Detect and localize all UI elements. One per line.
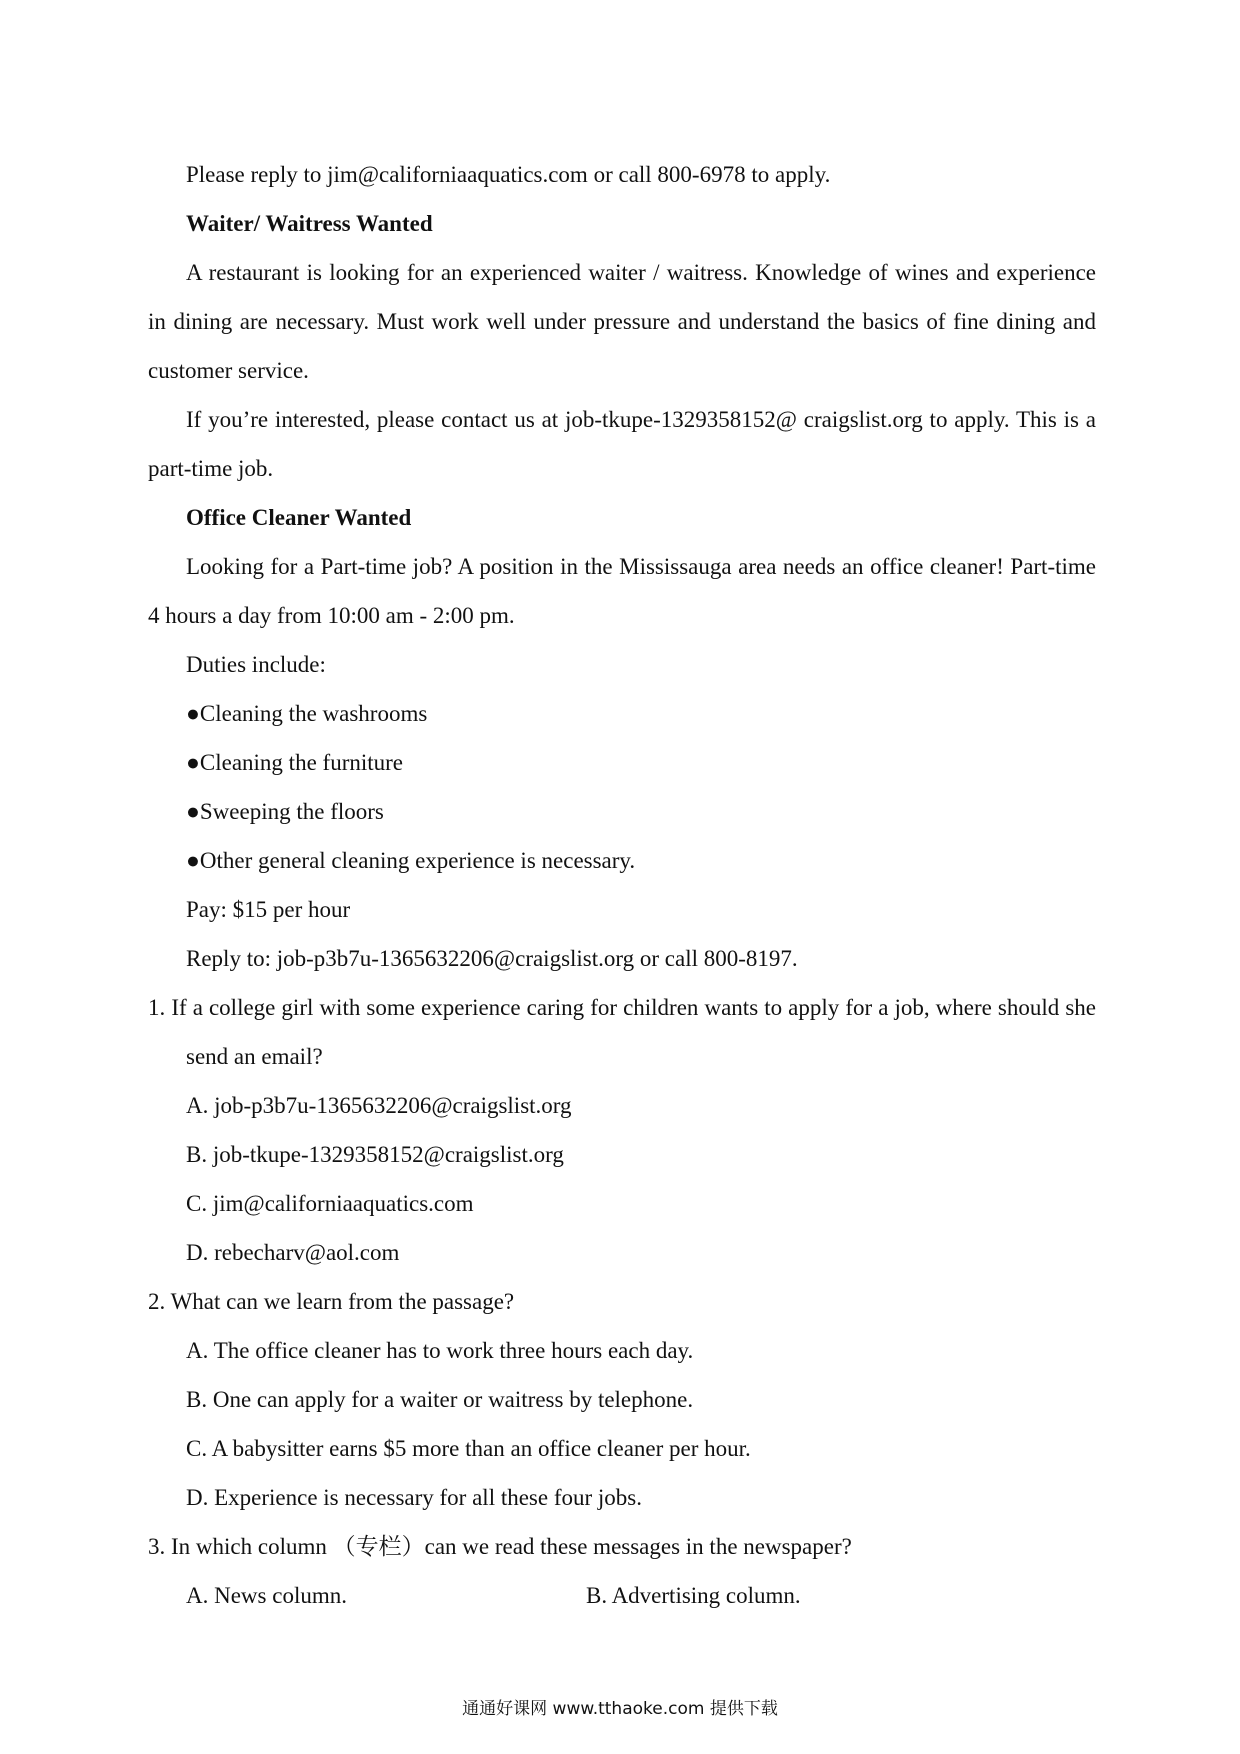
reply-info-cleaner: Reply to: job-p3b7u-1365632206@craigslist.org or call 800-8197. xyxy=(186,946,798,971)
duty-item: ●Sweeping the floors xyxy=(186,799,384,824)
question-1-option-d: D. rebecharv@aol.com xyxy=(186,1240,400,1265)
pay-info: Pay: $15 per hour xyxy=(186,897,351,922)
section-heading-waiter: Waiter/ Waitress Wanted xyxy=(186,211,433,236)
question-3-option-a: A. News column. xyxy=(186,1583,347,1608)
question-3-stem: 3. In which column （专栏）can we read these messages in the newspaper? xyxy=(148,1534,852,1559)
duty-item: ●Other general cleaning experience is necessary. xyxy=(186,848,636,873)
question-2-option-a: A. The office cleaner has to work three hours each day. xyxy=(186,1338,694,1363)
waiter-paragraph-1: A restaurant is looking for an experienced waiter / waitress. Knowledge of wines and experience in dining are necessary. Must work well under pressure and understand the basics of fine dining and customer service. xyxy=(148,260,1096,383)
cleaner-paragraph-1: Looking for a Part-time job? A position in the Mississauga area needs an office cleaner! Part-time 4 hours a day from 10:00 am - 2:00 pm. xyxy=(148,554,1096,628)
duty-item: ●Cleaning the furniture xyxy=(186,750,403,775)
question-1-stem: 1. If a college girl with some experience caring for children wants to apply for a job, where should she send an email? xyxy=(148,995,1096,1069)
page-footer: 通通好课网 www.tthaoke.com 提供下载 xyxy=(462,1699,778,1719)
question-3-options xyxy=(186,1571,1096,1620)
question-2-option-c: C. A babysitter earns $5 more than an office cleaner per hour. xyxy=(186,1436,751,1461)
question-1-option-b: B. job-tkupe-1329358152@craigslist.org xyxy=(186,1142,564,1167)
question-2-stem: 2. What can we learn from the passage? xyxy=(148,1289,515,1314)
question-2-option-b: B. One can apply for a waiter or waitress by telephone. xyxy=(186,1387,694,1412)
question-3-option-b: B. Advertising column. xyxy=(586,1583,801,1608)
waiter-paragraph-2: If you’re interested, please contact us at job-tkupe-1329358152@ craigslist.org to apply. This is a part-time job. xyxy=(148,407,1096,481)
reply-info-aquatics: Please reply to jim@californiaaquatics.com or call 800-6978 to apply. xyxy=(186,162,831,187)
duty-item: ●Cleaning the washrooms xyxy=(186,701,428,726)
question-1-option-a: A. job-p3b7u-1365632206@craigslist.org xyxy=(186,1093,572,1118)
duties-label: Duties include: xyxy=(186,652,326,677)
document-page xyxy=(148,150,1096,1620)
question-2-option-d: D. Experience is necessary for all these four jobs. xyxy=(186,1485,643,1510)
question-1-option-c: C. jim@californiaaquatics.com xyxy=(186,1191,474,1216)
section-heading-cleaner: Office Cleaner Wanted xyxy=(186,505,412,530)
